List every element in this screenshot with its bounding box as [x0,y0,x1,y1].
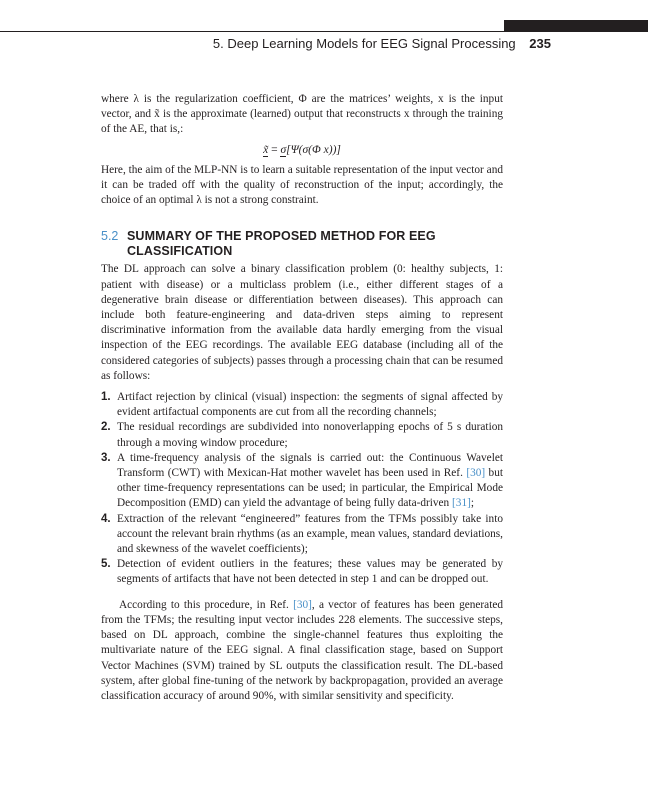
list-item [101,557,503,587]
steps-list [101,390,503,588]
list-item-number: 1. [101,391,111,404]
list-item [101,451,503,512]
equation-rest: [Ψ(σ(Φ x))] [286,143,341,156]
final-paragraph-text: According to this procedure, in Ref. [119,598,294,611]
list-item [101,390,503,420]
list-item-text-part: but other time-frequency representations can be used; in particular, the Empirical Mode Decomposition (EMD) can yield the advantage of being fully data-driven [117,467,503,510]
citation-link-30[interactable]: [30] [293,598,312,611]
equation-sigma: σ [280,143,287,156]
header-rule [0,31,648,32]
section-paragraph: The DL approach can solve a binary classification problem (0: healthy subjects, 1: patient with disease) or a multiclass problem (i.e., either different stages of a degenerative brain disease or differentiation between diseases). This approach can include both feature-engineering and data-driven steps aiming to represent discriminative information from the available data hardly emerging from the visual inspection of the EEG recordings. The available EEG database (including all of the considered categories of subjects) passes through a processing chain that can be resumed as follows: [101,263,503,382]
list-item-number: 5. [101,558,111,571]
equation-equals: = [268,143,281,156]
list-item-number: 2. [101,421,111,434]
list-item-text-part: ; [470,497,475,510]
section-number: 5.2 [101,229,119,244]
list-item [101,512,503,558]
page-number: 235 [529,36,551,51]
citation-link-30[interactable]: [30] [466,467,486,480]
list-item-text: Detection of evident outliers in the features; these values may be generated by segments of artifacts that have not been detected in step 1 and can be dropped out. [117,558,503,586]
final-paragraph [101,598,503,704]
running-head [213,36,551,51]
list-item-text: The residual recordings are subdivided into nonoverlapping epochs of 5 s duration through a moving window procedure; [117,421,503,449]
list-item-text [117,451,503,512]
list-item-text-part: A time-frequency analysis of the signals is carried out: the Continuous Wavelet Transform (CWT) with Mexican-Hat mother wavelet has been used in Ref. [117,451,503,480]
citation-link-31[interactable]: [31] [452,497,471,510]
page-body [101,92,503,704]
list-item-text: Artifact rejection by clinical (visual) inspection: the segments of signal affected by evident artifactual components are cut from all the recording channels; [117,391,503,419]
equation-lhs: x̃ [263,143,269,156]
paragraph-after-equation: Here, the aim of the MLP-NN is to learn a suitable representation of the input vector and it can be traded off with the quality of reconstruction of the input; accordingly, the choice of an optimal λ is not a strong constraint. [101,163,503,207]
list-item-number: 4. [101,512,111,525]
list-item [101,420,503,450]
chapter-number: 5. [212,36,224,51]
chapter-title: Deep Learning Models for EEG Signal Processing [227,36,516,51]
section-title: SUMMARY OF THE PROPOSED METHOD FOR EEG CLASSIFICATION [127,229,436,259]
list-item-text: Extraction of the relevant “engineered” features from the TFMs possibly take into account the relevant brain rhythms (as an example, mean values, standard deviations, and skewness of the wavelet coefficients); [117,512,503,556]
section-heading [101,229,503,259]
equation [101,143,503,158]
list-item-number: 3. [101,451,111,464]
final-paragraph-text: , a vector of features has been generated from the TFMs; the resulting input vector includes 228 elements. The successive steps, based on DL approach, combine the single-channel features thus exploiting the multivariate nature of the EEG signal. A final classification stage, based on Support Vector Machines (SVM) trained by SL outputs the classification result. The DL-based system, after global fine-tuning of the network by backpropagation, provided an average classification accuracy of around 90%, with similar sensitivity and specificity. [101,598,503,702]
intro-paragraph: where λ is the regularization coefficient, Φ are the matrices’ weights, x is the input vector, and x̃ is the approximate (learned) output that reconstructs x through the training of the AE, that is,: [101,93,503,136]
